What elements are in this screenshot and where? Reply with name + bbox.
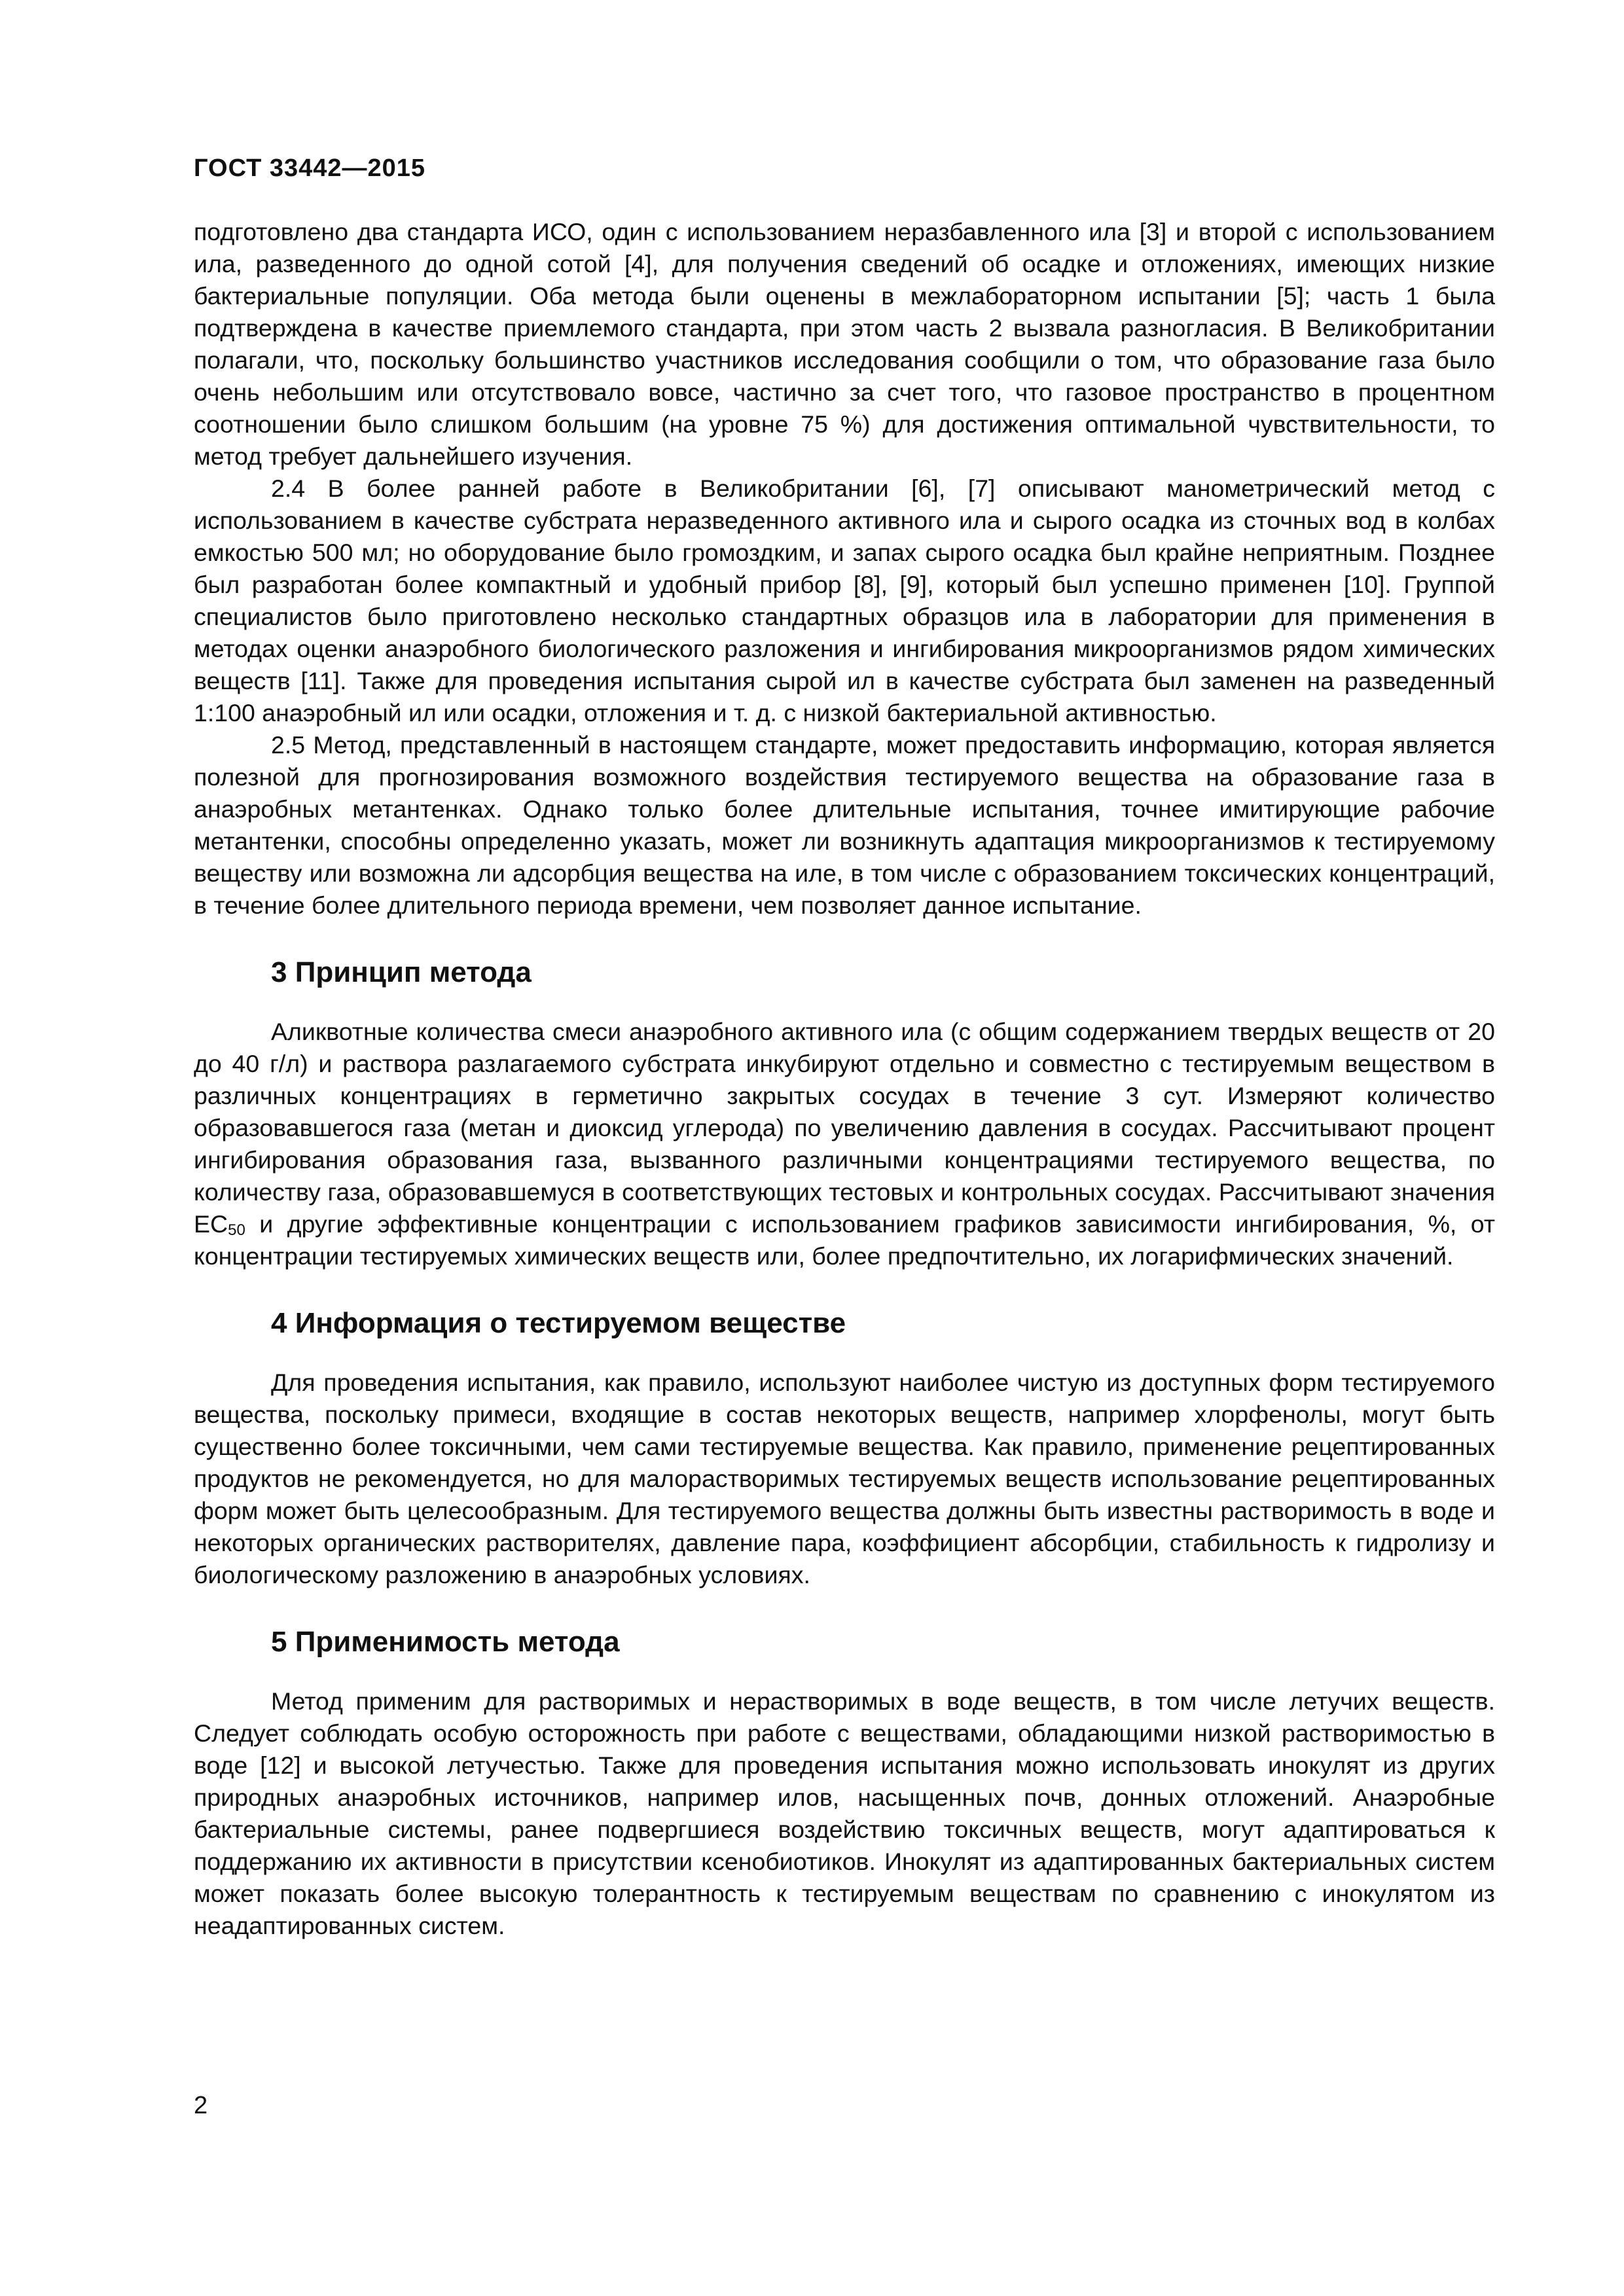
paragraph-2-5: 2.5 Метод, представленный в настоящем стандарте, может предоставить информацию, которая является полезной для прогнозирования возможного воздействия тестируемого вещества на образование газа в анаэробных метантенках. Однако только более длительные испытания, точнее имитирующие рабочие метантенки, способны определенно указать, может ли возникнуть адаптация микроорганизмов к тестируемому веществу или возможна ли адсорбция вещества на иле, в том числе с образованием токсических концентраций, в течение более длительного периода времени, чем позволяет данное испытание. bbox=[194, 731, 1495, 919]
section-4-text: Для проведения испытания, как правило, используют наиболее чистую из доступных форм тестируемого вещества, поскольку примеси, входящие в состав некоторых веществ, например хлорфенолы, могут быть существенно более токсичными, чем сами тестируемые вещества. Как правило, применение рецептированных продуктов не рекомендуется, но для малорастворимых тестируемых веществ использование рецептированных форм может быть целесообразным. Для тестируемого вещества должны быть известны растворимость в воде и некоторых органических растворителях, давление пара, коэффициент абсорбции, стабильность к гидролизу и биологическому разложению в анаэробных условиях. bbox=[194, 1369, 1495, 1588]
section-5-heading: 5 Применимость метода bbox=[271, 1626, 620, 1658]
section-3-text bbox=[194, 1016, 1495, 1272]
paragraph-continuation: подготовлено два стандарта ИСО, один с использованием неразбавленного ила [3] и второй с использованием ила, разведенного до одной сотой [4], для получения сведений об осадке и отложениях, имеющих низкие бактериальные популяции. Оба метода были оценены в межлабораторном испытании [5]; часть 1 была подтверждена в качестве приемлемого стандарта, при этом часть 2 вызвала разногласия. В Великобритании полагали, что, поскольку большинство участников исследования сообщили о том, что образование газа было очень небольшим или отсутствовало вовсе, частично за счет того, что газовое пространство в процентном соотношении было слишком большим (на уровне 75 %) для достижения оптимальной чувствительности, то метод требует дальнейшего изучения. bbox=[194, 218, 1495, 470]
section-3-text-b: и другие эффективные концентрации с использованием графиков зависимости ингибирования, %, от концентрации тестируемых химических веществ или, более предпочтительно, их логарифмических значений. bbox=[194, 1210, 1495, 1270]
ec-subscript: 50 bbox=[228, 1221, 245, 1239]
section-5-text: Метод применим для растворимых и нерастворимых в воде веществ, в том числе летучих веществ. Следует соблюдать особую осторожность при работе с веществами, обладающими низкой растворимостью в воде [12] и высокой летучестью. Также для проведения испытания можно использовать инокулят из других природных анаэробных источников, например илов, насыщенных почв, донных отложений. Анаэробные бактериальные системы, ранее подвергшиеся воздействию токсичных веществ, могут адаптироваться к поддержанию их активности в присутствии ксенобиотиков. Инокулят из адаптированных бактериальных систем может показать более высокую толерантность к тестируемым веществам по сравнению с инокулятом из неадаптированных систем. bbox=[194, 1687, 1495, 1939]
document-body bbox=[194, 216, 1495, 1942]
section-3-heading: 3 Принцип метода bbox=[271, 956, 532, 988]
document-header-id: ГОСТ 33442—2015 bbox=[194, 154, 426, 182]
section-3-text-a: Аликвотные количества смеси анаэробного активного ила (с общим содержанием твердых веществ от 20 до 40 г/л) и раствора разлагаемого субстрата инкубируют отдельно и совместно с тестируемым веществом в различных концентрациях в герметично закрытых сосудах в течение 3 сут. Измеряют количество образовавшегося газа (метан и диоксид углерода) по увеличению давления в сосудах. Рассчитывают процент ингибирования образования газа, вызванного различными концентрациями тестируемого вещества, по количеству газа, образовавшемуся в соответствующих тестовых и контрольных сосудах. Рассчитывают значения ЕС bbox=[194, 1018, 1495, 1238]
page-number: 2 bbox=[194, 2092, 208, 2119]
section-4-heading: 4 Информация о тестируемом веществе bbox=[271, 1307, 846, 1339]
paragraph-2-4: 2.4 В более ранней работе в Великобритании [6], [7] описывают манометрический метод с использованием в качестве субстрата неразведенного активного ила и сырого осадка из сточных вод в колбах емкостью 500 мл; но оборудование было громоздким, и запах сырого осадка был крайне неприятным. Позднее был разработан более компактный и удобный прибор [8], [9], который был успешно применен [10]. Группой специалистов было приготовлено несколько стандартных образцов ила в лаборатории для применения в методах оценки анаэробного биологического разложения и ингибирования микроорганизмов рядом химических веществ [11]. Также для проведения испытания сырой ил в качестве субстрата был заменен на разведенный 1:100 анаэробный ил или осадки, отложения и т. д. с низкой бактериальной активностью. bbox=[194, 475, 1495, 726]
